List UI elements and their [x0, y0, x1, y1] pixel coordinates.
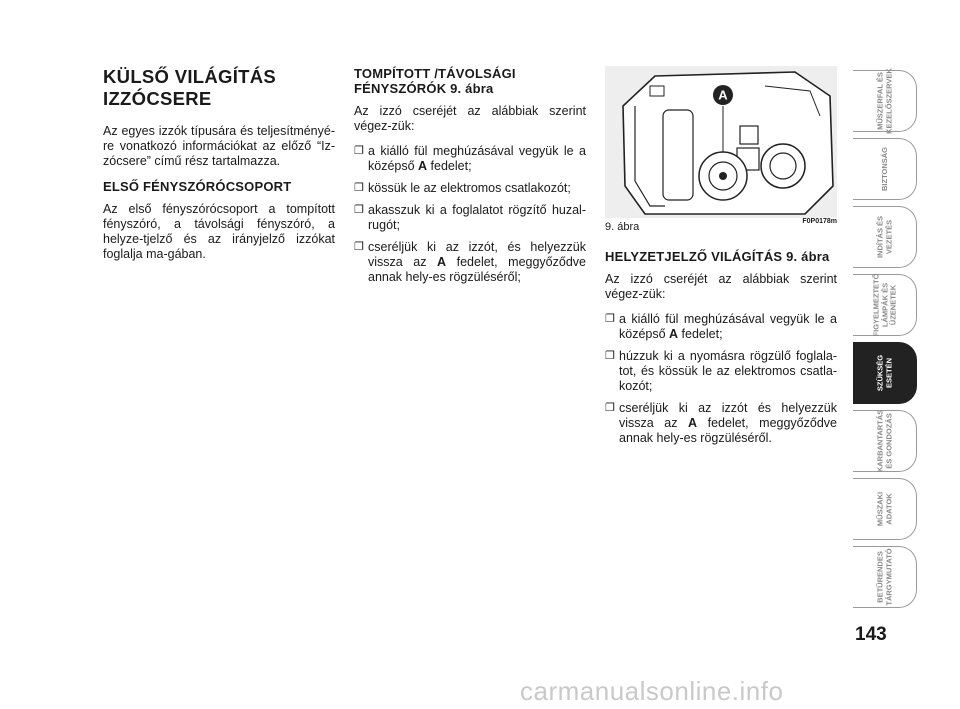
tab-technical-data[interactable]: MŰSZAKI ADATOK: [853, 478, 917, 540]
section-paragraph-front-lights: Az első fényszórócsoport a tompított fényszóró, a távolsági fényszóró, a helyze-tjelző és az irányjelző izzókat foglalja ma-gában.: [103, 202, 335, 261]
section-heading-headlights: TOMPÍTOTT /TÁVOLSÁGI FÉNYSZÓRÓK 9. ábra: [354, 66, 516, 96]
page-number: 143: [855, 624, 887, 645]
tab-dashboard-controls[interactable]: MŰSZERFAL ÉS KEZELŐSZERVEK: [853, 70, 917, 132]
list-item: ❐ akasszuk ki a foglalatot rögzítő huzal-rugót;: [354, 203, 586, 233]
list-item: ❐ húzzuk ki a nyomásra rögzülő foglala-tot, és kössük le az elektromos csatla-kozót;: [605, 349, 837, 394]
list-item: ❐ kössük le az elektromos csatlakozót;: [354, 181, 586, 196]
figure-caption-row: [605, 218, 837, 233]
chapter-tabs: [853, 70, 919, 614]
page-title: KÜLSŐ VILÁGÍTÁS IZZÓCSERE: [103, 66, 277, 109]
section-heading-position-lights: HELYZETJELZŐ VILÁGÍTÁS 9. ábra: [605, 249, 830, 264]
position-lights-intro: Az izzó cseréjét az alábbiak szerint végez-zük:: [605, 272, 837, 301]
intro-paragraph: Az egyes izzók típusára és teljesítményé-re vonatkozó információkat az előző “Iz-zócsere” című rész tartalmazza.: [103, 124, 335, 168]
tab-starting-driving[interactable]: INDÍTÁS ÉS VEZETÉS: [853, 206, 917, 268]
tab-maintenance[interactable]: KARBANTARTÁS ÉS GONDOZÁS: [853, 410, 917, 472]
column-middle: [354, 66, 586, 292]
column-right: [605, 249, 837, 453]
tab-safety[interactable]: BIZTONSÁG: [853, 138, 917, 200]
column-left: [103, 66, 335, 272]
tab-index[interactable]: BETŰRENDES TÁRGYMUTATÓ: [853, 546, 917, 608]
list-item: ❐ cseréljük ki az izzót, és helyezzük vissza az A fedelet, meggyőződve annak hely-es rögzüléséről;: [354, 240, 586, 285]
list-item: ❐ a kiálló fül meghúzásával vegyük le a középső A fedelet;: [354, 144, 586, 174]
figure-caption: 9. ábra: [605, 221, 640, 233]
position-lights-steps: [605, 312, 837, 446]
tab-warning-lights[interactable]: FIGYELMEZTETŐ LÁMPÁK ÉS ÜZENETEK: [853, 274, 917, 336]
headlamp-figure: [605, 66, 837, 218]
headlights-steps: [354, 144, 586, 285]
list-item: ❐ a kiálló fül meghúzásával vegyük le a középső A fedelet;: [605, 312, 837, 342]
section-heading-front-lights: ELSŐ FÉNYSZÓRÓCSOPORT: [103, 179, 292, 194]
tab-emergency[interactable]: SZÜKSÉG ESETÉN: [853, 342, 917, 404]
list-item: ❐ cseréljük ki az izzót és helyezzük vissza az A fedelet, meggyőződve annak hely-es rögzüléséről.: [605, 401, 837, 446]
watermark: carmanualsonline.info: [520, 676, 784, 706]
label-a: A: [718, 87, 728, 103]
headlights-intro: Az izzó cseréjét az alábbiak szerint végez-zük:: [354, 104, 586, 133]
figure-code: F0P0178m: [802, 218, 837, 225]
headlamp-illustration: [605, 66, 837, 218]
